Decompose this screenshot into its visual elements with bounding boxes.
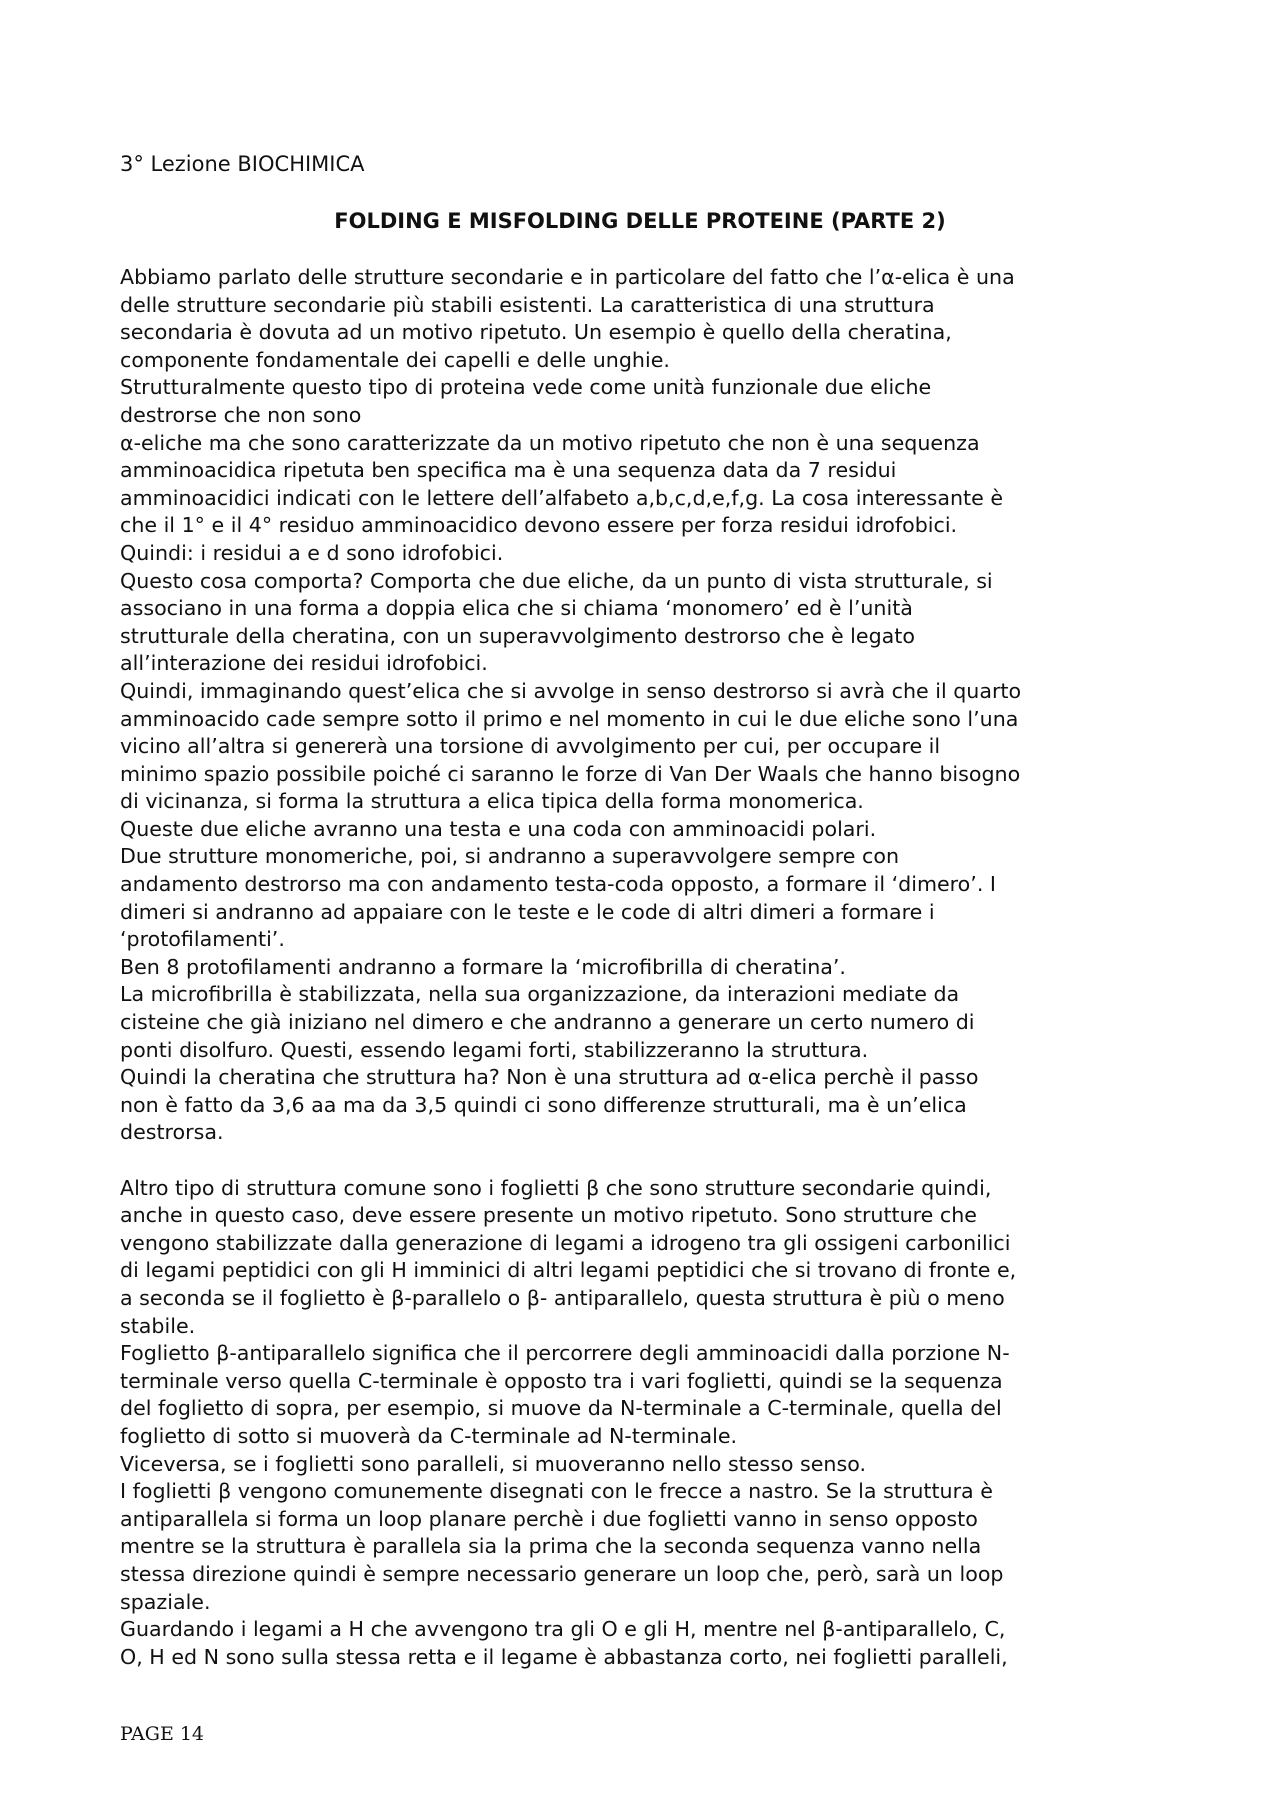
text-line: ponti disolfuro. Questi, essendo legami forti, stabilizzeranno la struttura. [120, 1037, 869, 1062]
text-line: La microfibrilla è stabilizzata, nella sua organizzazione, da interazioni mediate da [120, 982, 960, 1007]
text-line: spaziale. [120, 1589, 211, 1614]
text-line: dimeri si andranno ad appaiare con le teste e le code di altri dimeri a formare i [120, 899, 935, 924]
paragraph-gap [120, 1147, 1175, 1175]
text-line: mentre se la struttura è parallela sia la prima che la seconda sequenza vanno nella [120, 1534, 982, 1559]
text-line: vicino all’altra si genererà una torsione di avvolgimento per cui, per occupare il [120, 734, 941, 759]
body-text [120, 264, 1175, 1671]
text-line: Due strutture monomeriche, poi, si andranno a superavvolgere sempre con [120, 844, 899, 869]
text-line: all’interazione dei residui idrofobici. [120, 651, 488, 676]
text-line: O, H ed N sono sulla stessa retta e il legame è abbastanza corto, nei foglietti paralleli, [120, 1644, 1008, 1669]
text-line: non è fatto da 3,6 aa ma da 3,5 quindi ci sono differenze strutturali, ma è un’elica [120, 1092, 967, 1117]
text-line: a seconda se il foglietto è β-parallelo o β- antiparallelo, questa struttura è più o meno [120, 1285, 1005, 1310]
text-line: minimo spazio possibile poiché ci saranno le forze di Van Der Waals che hanno bisogno [120, 761, 1021, 786]
text-line: amminoacidica ripetuta ben specifica ma è una sequenza data da 7 residui [120, 458, 897, 483]
text-line: Queste due eliche avranno una testa e una coda con amminoacidi polari. [120, 816, 877, 841]
text-line: Guardando i legami a H che avvengono tra gli O e gli H, mentre nel β-antiparallelo, C, [120, 1617, 1006, 1642]
text-line: stabile. [120, 1313, 196, 1338]
text-line: Quindi la cheratina che struttura ha? Non è una struttura ad α-elica perchè il passo [120, 1065, 979, 1090]
lesson-heading: 3° Lezione BIOCHIMICA [120, 152, 365, 176]
text-line: Quindi: i residui a e d sono idrofobici. [120, 540, 504, 565]
text-line: anche in questo caso, deve essere presente un motivo ripetuto. Sono strutture che [120, 1203, 977, 1228]
page-number: PAGE 14 [120, 1723, 205, 1745]
text-line: ‘protofilamenti’. [120, 927, 285, 952]
document-title: FOLDING E MISFOLDING DELLE PROTEINE (PARTE 2) [334, 209, 946, 233]
text-line: strutturale della cheratina, con un superavvolgimento destrorso che è legato [120, 623, 915, 648]
text-line: del foglietto di sopra, per esempio, si muove da N-terminale a C-terminale, quella del [120, 1396, 1002, 1421]
text-line: Altro tipo di struttura comune sono i foglietti β che sono strutture secondarie quindi, [120, 1175, 992, 1200]
text-line: antiparallela si forma un loop planare perchè i due foglietti vanno in senso opposto [120, 1506, 978, 1531]
text-line: di vicinanza, si forma la struttura a elica tipica della forma monomerica. [120, 789, 864, 814]
text-line: delle strutture secondarie più stabili esistenti. La caratteristica di una struttura [120, 292, 935, 317]
text-line: che il 1° e il 4° residuo amminoacidico devono essere per forza residui idrofobici. [120, 513, 958, 538]
text-line: terminale verso quella C-terminale è opposto tra i vari foglietti, quindi se la sequenza [120, 1368, 1003, 1393]
text-line: vengono stabilizzate dalla generazione di legami a idrogeno tra gli ossigeni carbonilici [120, 1230, 1011, 1255]
text-line: destrorsa. [120, 1120, 224, 1145]
text-line: stessa direzione quindi è sempre necessario generare un loop che, però, sarà un loop [120, 1561, 1004, 1586]
text-line: foglietto di sotto si muoverà da C-terminale ad N-terminale. [120, 1423, 738, 1448]
text-line: α-eliche ma che sono caratterizzate da un motivo ripetuto che non è una sequenza [120, 430, 980, 455]
text-line: secondaria è dovuta ad un motivo ripetuto. Un esempio è quello della cheratina, [120, 320, 952, 345]
text-line: andamento destrorso ma con andamento testa-coda opposto, a formare il ‘dimero’. I [120, 872, 996, 897]
text-line: Questo cosa comporta? Comporta che due eliche, da un punto di vista strutturale, si [120, 568, 993, 593]
text-line: Quindi, immaginando quest’elica che si avvolge in senso destrorso si avrà che il quarto [120, 678, 1022, 703]
text-line: componente fondamentale dei capelli e delle unghie. [120, 347, 670, 372]
text-line: destrorse che non sono [120, 402, 362, 427]
text-line: cisteine che già iniziano nel dimero e che andranno a generare un certo numero di [120, 1010, 975, 1035]
text-line: amminoacido cade sempre sotto il primo e nel momento in cui le due eliche sono l’una [120, 706, 1019, 731]
text-line: amminoacidici indicati con le lettere dell’alfabeto a,b,c,d,e,f,g. La cosa interessante è [120, 485, 1004, 510]
text-line: Viceversa, se i foglietti sono paralleli, si muoveranno nello stesso senso. [120, 1451, 866, 1476]
text-line: Ben 8 protofilamenti andranno a formare la ‘microfibrilla di cheratina’. [120, 954, 846, 979]
text-line: Strutturalmente questo tipo di proteina vede come unità funzionale due eliche [120, 375, 932, 400]
text-line: Foglietto β-antiparallelo significa che il percorrere degli amminoacidi dalla porzione N- [120, 1341, 1010, 1366]
text-line: Abbiamo parlato delle strutture secondarie e in particolare del fatto che l’α-elica è una [120, 265, 1015, 289]
text-line: associano in una forma a doppia elica che si chiama ‘monomero’ ed è l’unità [120, 596, 913, 621]
text-line: di legami peptidici con gli H imminici di altri legami peptidici che si trovano di fronte e, [120, 1258, 1017, 1283]
text-line: I foglietti β vengono comunemente disegnati con le frecce a nastro. Se la struttura è [120, 1479, 993, 1504]
